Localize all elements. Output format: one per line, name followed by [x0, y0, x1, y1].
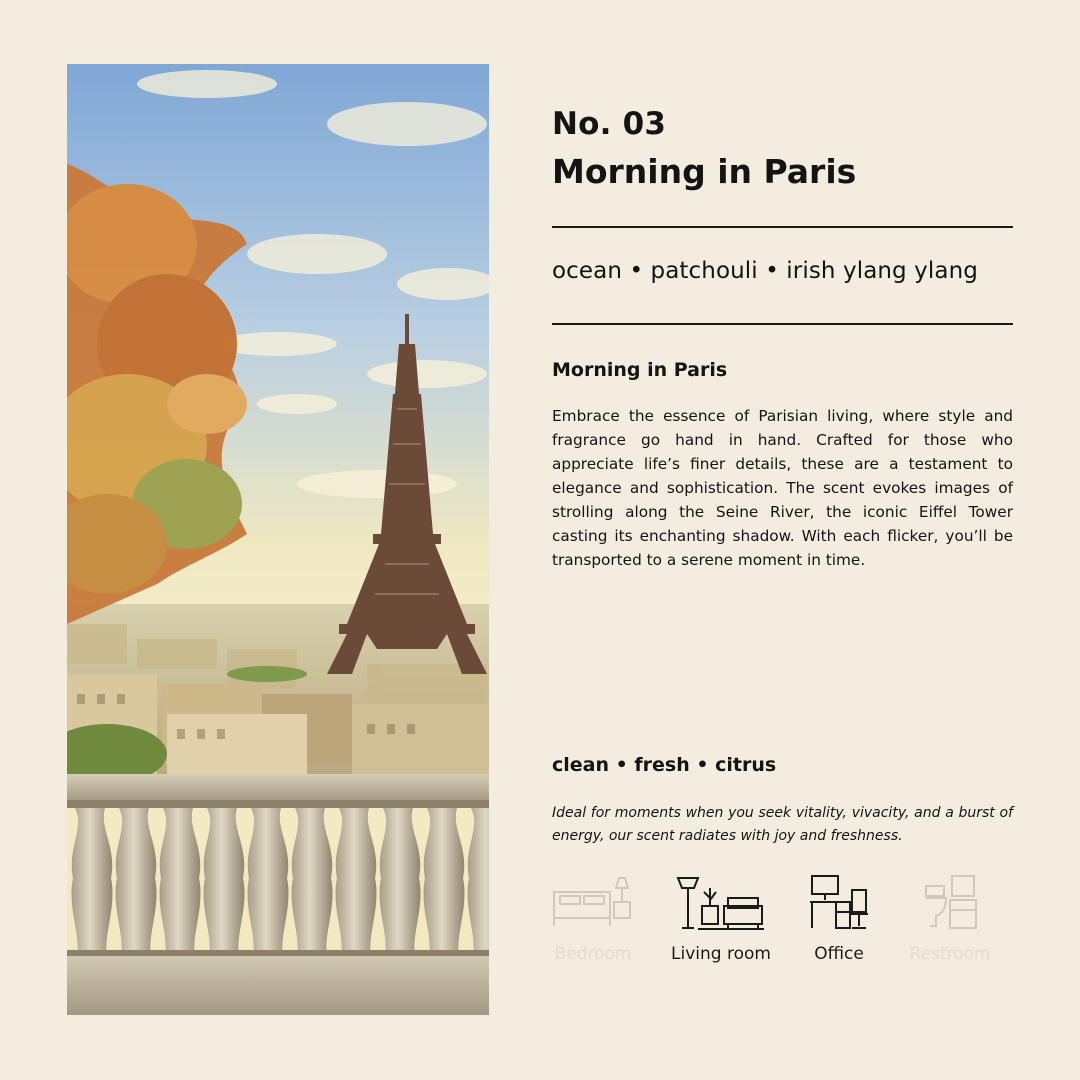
description-body: Embrace the essence of Parisian living, where style and fragrance go hand in hand. Crafted for those who appreciate life’s finer details, these are a testament to elegance and sophistication. The scent evokes images of strolling along the Seine River, the iconic Eiffel Tower casting its enchanting shadow. With each flicker, you’ll be transported to a serene moment in time. — [552, 407, 1013, 569]
room-label-bedroom: Bedroom — [554, 944, 632, 964]
eiffel-tower-photo — [67, 64, 489, 1015]
bed-icon — [552, 874, 634, 930]
room-bedroom — [552, 874, 634, 964]
product-number: No. 03 — [552, 106, 667, 142]
mood-text: Ideal for moments when you seek vitality, vivacity, and a burst of energy, our scent radiates with joy and freshness. — [552, 805, 1013, 844]
living-room-icon — [676, 874, 766, 930]
description-title: Morning in Paris — [552, 359, 728, 381]
room-living-room — [668, 874, 774, 964]
room-office — [806, 874, 872, 964]
room-label-living-room: Living room — [671, 944, 771, 964]
office-desk-icon — [808, 874, 870, 930]
scent-notes: ocean • patchouli • irish ylang ylang — [552, 258, 978, 284]
divider-top — [552, 226, 1013, 228]
room-restroom — [904, 874, 996, 964]
product-name: Morning in Paris — [552, 152, 857, 191]
restroom-icon — [922, 874, 978, 930]
divider-bottom — [552, 323, 1013, 325]
mood-title: clean • fresh • citrus — [552, 754, 777, 776]
room-label-office: Office — [814, 944, 864, 964]
room-label-restroom: Restroom — [909, 944, 991, 964]
